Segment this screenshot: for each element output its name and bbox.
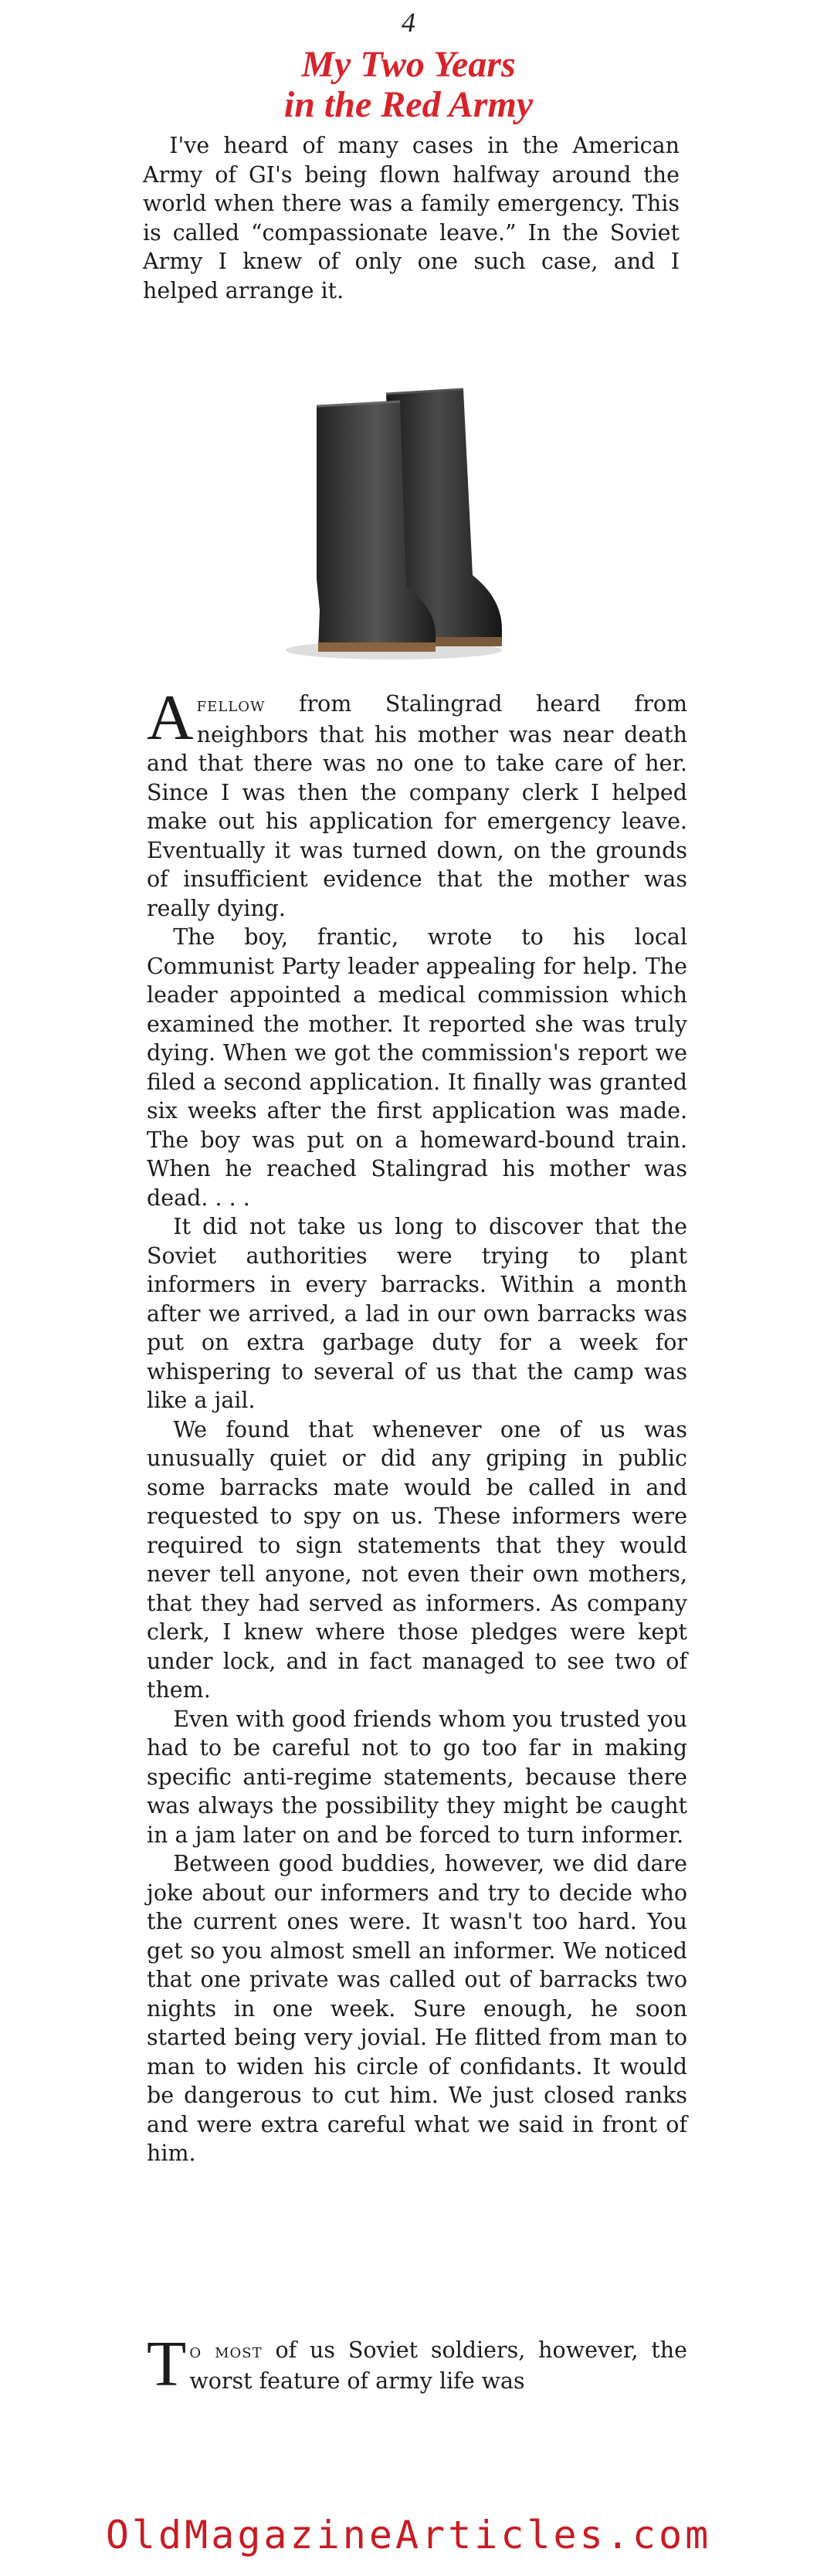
intro-block (143, 131, 680, 305)
section-1 (147, 682, 688, 2168)
article-title (0, 45, 817, 125)
intro-paragraph: I've heard of many cases in the American Army of GI's being flown halfway around the world when there was a family emergency. This is called “compassionate leave.” In the Soviet Army I knew of only one such case, and I helped arrange it. (143, 133, 680, 303)
drop-cap: A (147, 682, 194, 754)
drop-cap-2: T (147, 2328, 187, 2400)
section-2-paragraph (147, 2328, 687, 2400)
title-line-2: in the Red Army (283, 84, 534, 125)
lead-smallcaps-2: o most (189, 2340, 263, 2363)
page-number: 4 (402, 7, 415, 38)
paragraph: We found that whenever one of us was unusually quiet or did any griping in public some barracks mate would be called in and requested to spy on us. These informers were required to sign statements that they would never tell anyone, not even their own mothers, that they had served as informers. As company clerk, I knew where those pledges were kept under lock, and in fact managed to see two of them. (147, 1416, 687, 1703)
paragraph: It did not take us long to discover that the Soviet authorities were trying to plant informers in every barracks. Within a month after we arrived, a lad in our own barracks was put on extra garbage duty for a week for whispering to several of us that the camp was like a jail. (147, 1214, 687, 1413)
section-2-text: of us Soviet soldiers, however, the worst feature of army life was (189, 2337, 687, 2394)
paragraph: The boy, frantic, wrote to his local Communist Party leader appealing for help. The leader appointed a medical commission which examined the mother. It reported she was truly dying. When we got the commission's report we filed a second application. It finally was granted six weeks after the first application was made. The boy was put on a homeward-bound train. When he reached Stalingrad his mother was dead. . . . (147, 924, 687, 1211)
site-watermark-link[interactable]: OldMagazineArticles.com (105, 2513, 712, 2557)
first-paragraph (147, 682, 687, 923)
paragraph: Between good buddies, however, we did dare joke about our informers and try to decide who the current ones were. It wasn't too hard. You get so you almost smell an informer. We noticed that one private was called out of barracks two nights in one week. Sure enough, he soon started being very jovial. He flitted from man to man to widen his circle of confidants. It would be dangerous to cut him. We just closed ranks and were extra careful what we said in front of him. (147, 1851, 687, 2166)
military-boot-icon (270, 378, 510, 664)
section-2 (147, 2328, 687, 2400)
lead-smallcaps: fellow (196, 693, 266, 717)
paragraph: Even with good friends whom you trusted you had to be careful not to go too far in making specific anti-regime statements, because there was always the possibility they might be caught in a jam later on and be forced to turn informer. (147, 1706, 688, 1848)
first-paragraph-text: from Stalingrad heard from neighbors that his mother was near death and that there was no one to take care of her. Since I was then the company clerk I helped make out his application for emergency leave. Eventually it was turned down, on the grounds of insufficient evidence that the mother was really dying. (147, 691, 687, 921)
title-line-1: My Two Years (301, 44, 516, 85)
